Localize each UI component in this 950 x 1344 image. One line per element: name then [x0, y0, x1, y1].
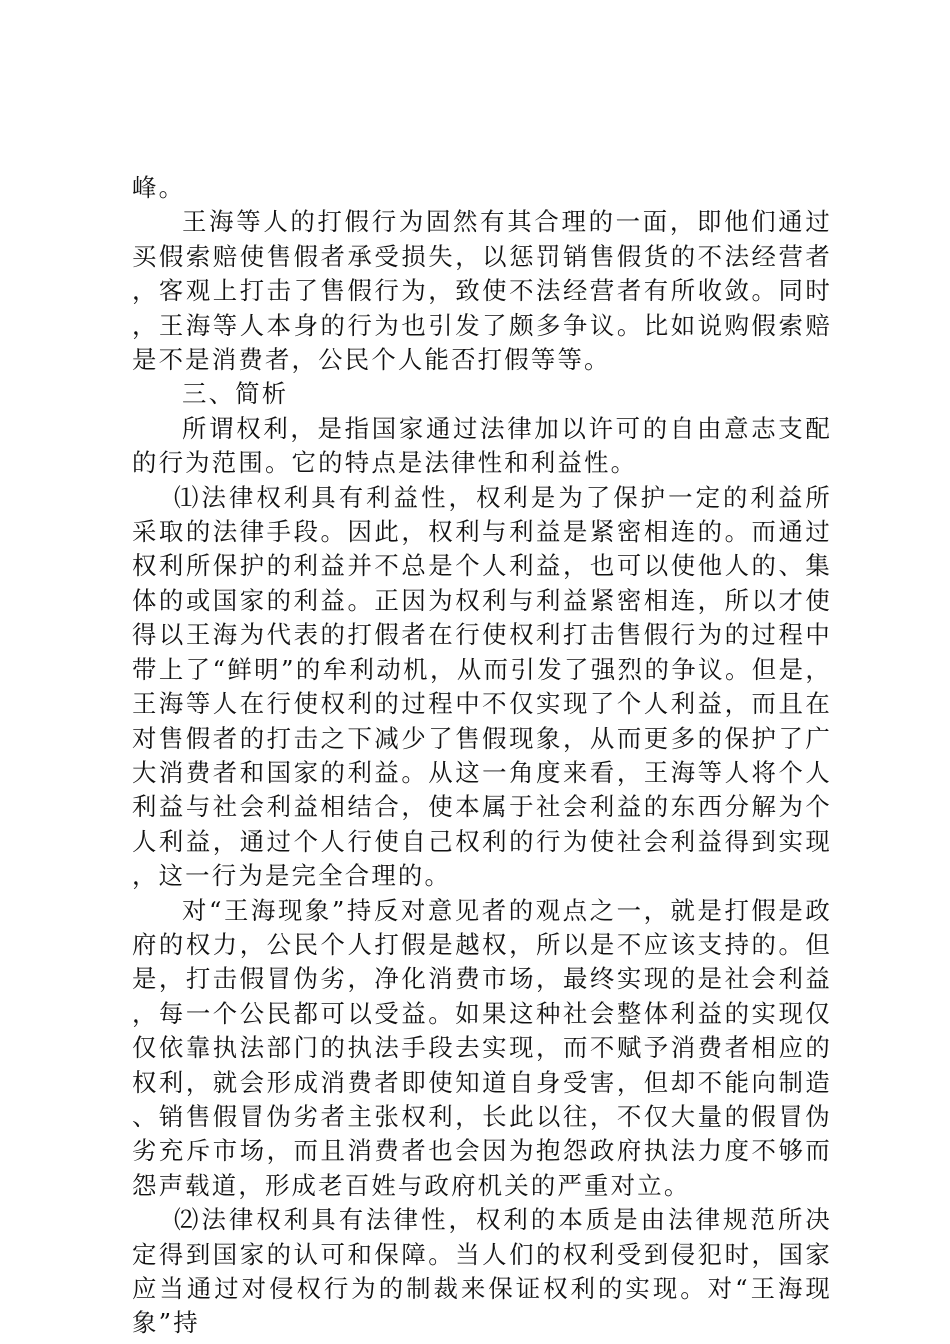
paragraph-continuation: 峰。 — [132, 173, 186, 202]
paragraph-wanghai-anti-counterfeit: 王海等人的打假行为固然有其合理的一面，即他们通过买假索赔使售假者承受损失，以惩罚销售假货的不法经营者，客观上打击了售假行为，致使不法经营者有所收敛。同时，王海等人本身的行为也引发了颇多争议。比如说购假索赔是不是消费者，公民个人能否打假等等。 — [132, 207, 832, 375]
paragraph-rights-definition: 所谓权利，是指国家通过法律加以许可的自由意志支配的行为范围。它的特点是法律性和利益性。 — [132, 413, 832, 478]
document-body — [132, 171, 832, 1341]
section-heading-analysis: 三、简析 — [182, 379, 289, 409]
paragraph-point-1-interest: ⑴法律权利具有利益性，权利是为了保护一定的利益所采取的法律手段。因此，权利与利益是紧密相连的。而通过权利所保护的利益并不总是个人利益，也可以使他人的、集体的或国家的利益。正因为权利与利益紧密相连，所以才使得以王海为代表的打假者在行使权利打击售假行为的过程中带上了“鲜明”的牟利动机，从而引发了强烈的争议。但是，王海等人在行使权利的过程中不仅实现了个人利益，而且在对售假者的打击之下减少了售假现象，从而更多的保护了广大消费者和国家的利益。从这一角度来看，王海等人将个人利益与社会利益相结合，使本属于社会利益的东西分解为个人利益，通过个人行使自己权利的行为使社会利益得到实现，这一行为是完全合理的。 — [132, 482, 832, 891]
paragraph-point-2-legality: ⑵法律权利具有法律性，权利的本质是由法律规范所决定得到国家的认可和保障。当人们的权利受到侵犯时，国家应当通过对侵权行为的制裁来保证权利的实现。对“王海现象”持 — [132, 1205, 832, 1338]
paragraph-opposing-views: 对“王海现象”持反对意见者的观点之一，就是打假是政府的权力，公民个人打假是越权，所以是不应该支持的。但是，打击假冒伪劣，净化消费市场，最终实现的是社会利益，每一个公民都可以受益。如果这种社会整体利益的实现仅仅依靠执法部门的执法手段去实现，而不赋予消费者相应的权利，就会形成消费者即使知道自身受害，但却不能向制造、销售假冒伪劣者主张权利，长此以往，不仅大量的假冒伪劣充斥市场，而且消费者也会因为抱怨政府执法力度不够而怨声载道，形成老百姓与政府机关的严重对立。 — [132, 895, 832, 1200]
